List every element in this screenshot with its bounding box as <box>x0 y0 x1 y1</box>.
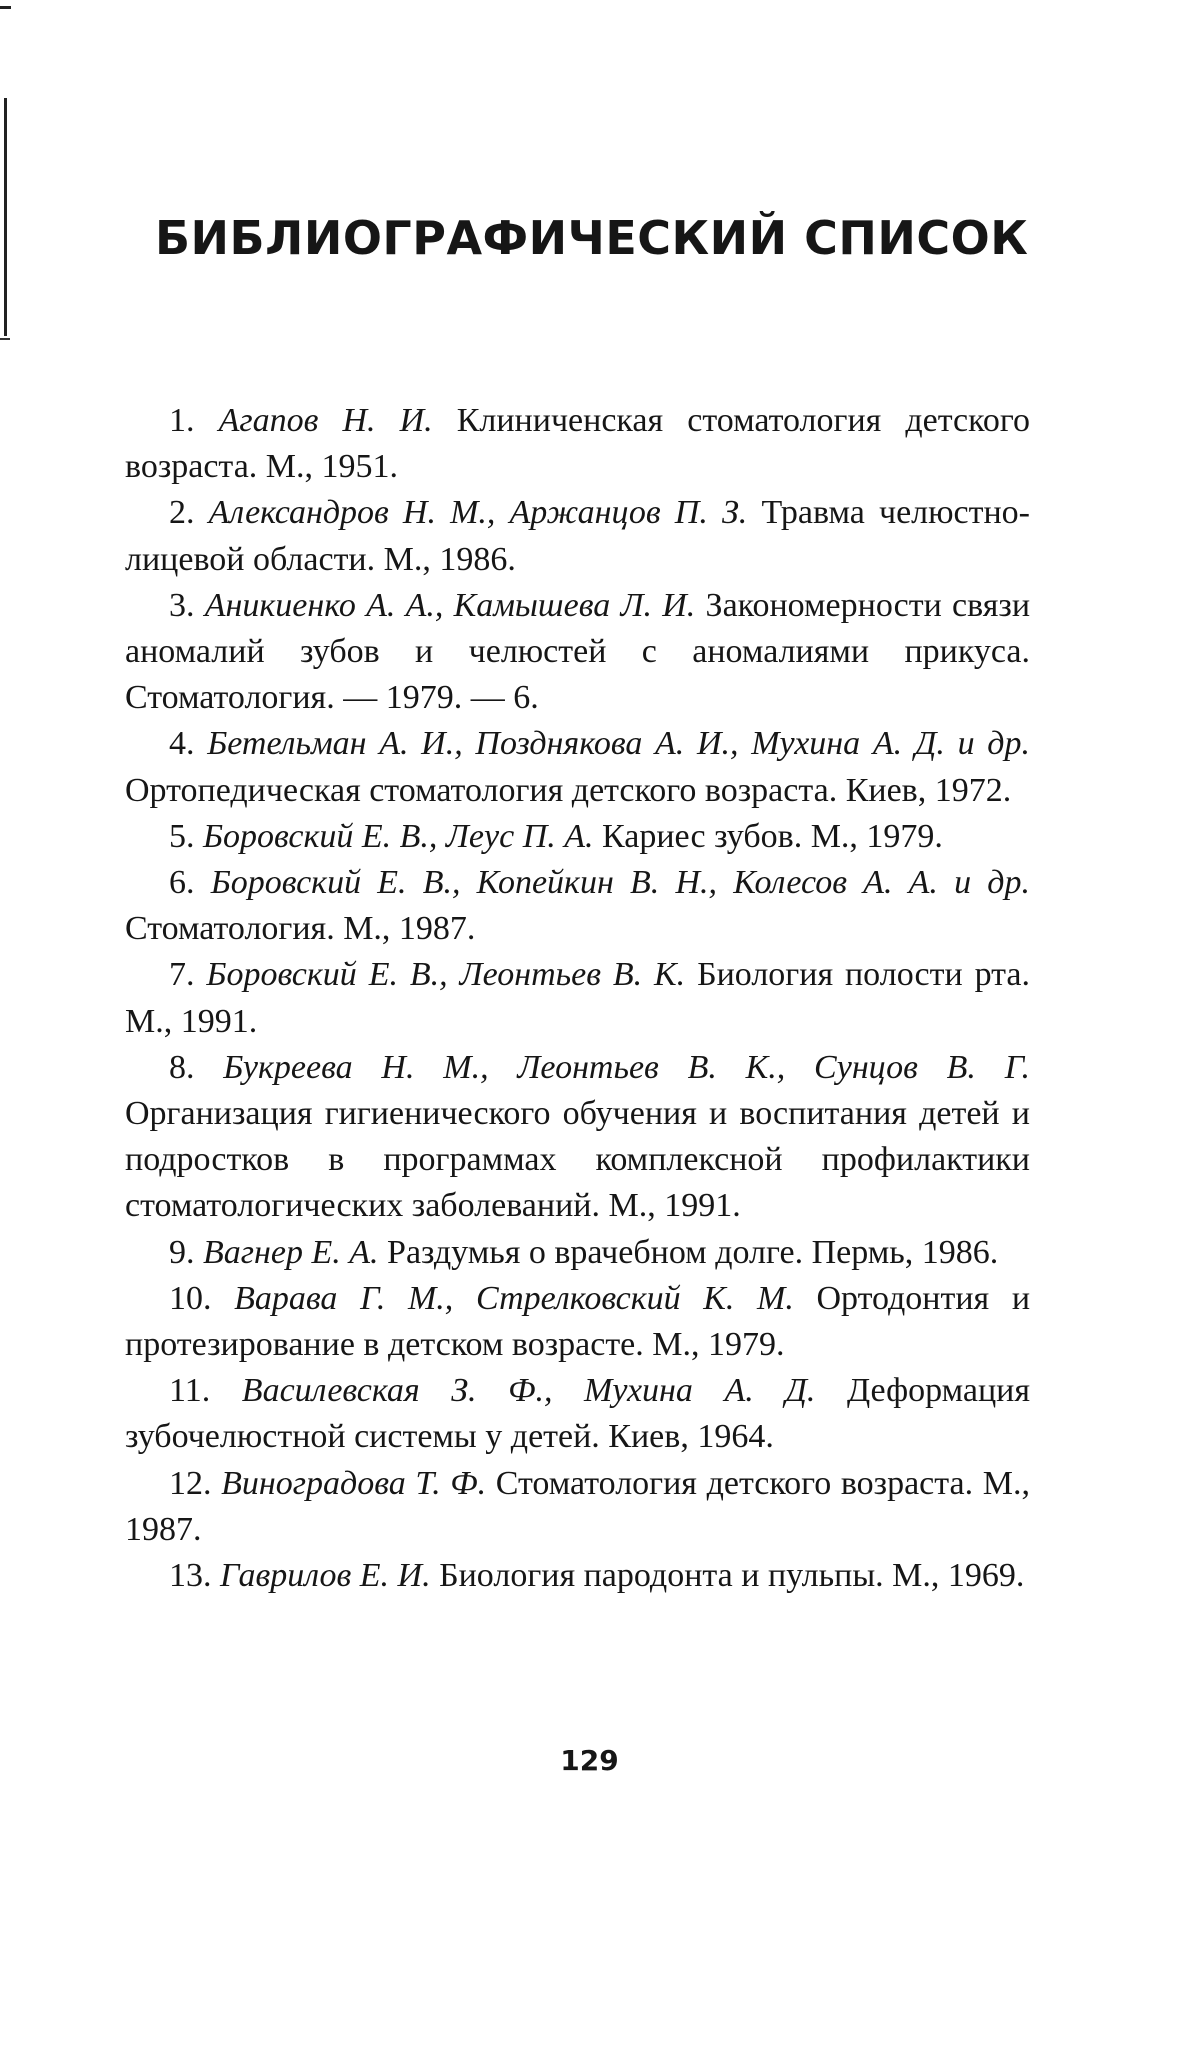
bibliography-entry <box>125 721 1030 813</box>
entry-text: Стоматология. М., 1987. <box>125 910 476 948</box>
entry-authors: Боровский Е. В., Леонтьев В. К. <box>206 956 686 994</box>
entry-number: 2. <box>169 494 195 532</box>
bibliography-entry <box>125 952 1030 1044</box>
bibliography-entry <box>125 1230 1030 1276</box>
entry-text: Стоматология детского возраста. М., 1987. <box>125 1464 1030 1548</box>
entry-number: 12. <box>169 1464 212 1502</box>
entry-text: Деформация зубочелюстной системы у детей. Киев, 1964. <box>125 1372 1030 1456</box>
entry-number: 9. <box>169 1233 195 1271</box>
entry-authors: Бетельман А. И., Позднякова А. И., Мухина А. Д. и др. <box>207 725 1030 763</box>
bibliography-entry <box>125 490 1030 582</box>
entry-authors: Боровский Е. В., Копейкин В. Н., Колесов А. А. и др. <box>210 864 1031 902</box>
entry-number: 5. <box>169 817 195 855</box>
entry-text: Клиниченская стоматология детского возраста. М., 1951. <box>125 402 1031 486</box>
entry-text: Кариес зубов. М., 1979. <box>602 817 943 855</box>
scan-edge-mark <box>0 6 11 9</box>
entry-authors: Агапов Н. И. <box>218 402 433 439</box>
entry-authors: Василевская З. Ф., Мухина А. Д. <box>241 1372 816 1410</box>
entry-number: 7. <box>169 956 195 994</box>
entry-number: 6. <box>169 864 195 902</box>
page-number: 129 <box>560 1744 619 1777</box>
entry-number: 1. <box>169 402 195 439</box>
scan-edge-line <box>4 98 7 336</box>
entry-text: Закономерности связи аномалий зубов и челюстей с аномалиями прикуса. Стоматология. — 1979. — 6. <box>125 586 1031 717</box>
entry-number: 10. <box>169 1279 212 1317</box>
entry-authors: Варава Г. М., Стрелковский К. М. <box>234 1279 794 1317</box>
entry-text: Организация гигиенического обучения и воспитания детей и подростков в программах комплексной профилактики стоматологических заболеваний. М., 1991. <box>125 1095 1030 1225</box>
entry-number: 11. <box>169 1372 211 1410</box>
bibliography-entry <box>125 1368 1030 1460</box>
entry-text: Ортопедическая стоматология детского возраста. Киев, 1972. <box>125 771 1012 809</box>
bibliography-entry <box>125 860 1030 952</box>
bibliography-entry <box>125 398 1030 490</box>
bibliography-entry <box>125 1276 1030 1368</box>
entry-number: 3. <box>169 586 195 624</box>
entry-number: 13. <box>169 1557 212 1595</box>
entry-number: 8. <box>169 1048 195 1086</box>
bibliography-list <box>125 398 1030 1599</box>
bibliography-entry <box>125 583 1030 722</box>
bibliography-entry <box>125 1461 1030 1553</box>
entry-authors: Гаврилов Е. И. <box>220 1557 431 1595</box>
entry-text: Биология пародонта и пульпы. М., 1969. <box>439 1557 1025 1595</box>
entry-text: Раздумья о врачебном долге. Пермь, 1986. <box>387 1233 999 1271</box>
bibliography-entry <box>125 1045 1030 1230</box>
bibliography-entry <box>125 814 1030 860</box>
entry-text: Биология полости рта. М., 1991. <box>125 956 1031 1040</box>
entry-authors: Аникиенко А. А., Камышева Л. И. <box>204 586 696 624</box>
bibliography-entry <box>125 1553 1030 1599</box>
entry-authors: Вагнер Е. А. <box>203 1233 379 1271</box>
entry-number: 4. <box>169 725 195 763</box>
entry-authors: Виноградова Т. Ф. <box>221 1464 487 1502</box>
entry-text: Ортодонтия и протезирование в детском возрасте. М., 1979. <box>125 1279 1031 1364</box>
entry-text: Травма челюстно-лицевой области. М., 1986. <box>125 494 1030 578</box>
page-title: БИБЛИОГРАФИЧЕСКИЙ СПИСОК <box>155 211 1029 265</box>
scan-edge-tick <box>0 338 10 340</box>
entry-authors: Букреева Н. М., Леонтьев В. К., Сунцов В. Г. <box>223 1048 1030 1086</box>
entry-authors: Боровский Е. В., Леус П. А. <box>203 817 594 855</box>
entry-authors: Александров Н. М., Аржанцов П. З. <box>208 494 748 532</box>
